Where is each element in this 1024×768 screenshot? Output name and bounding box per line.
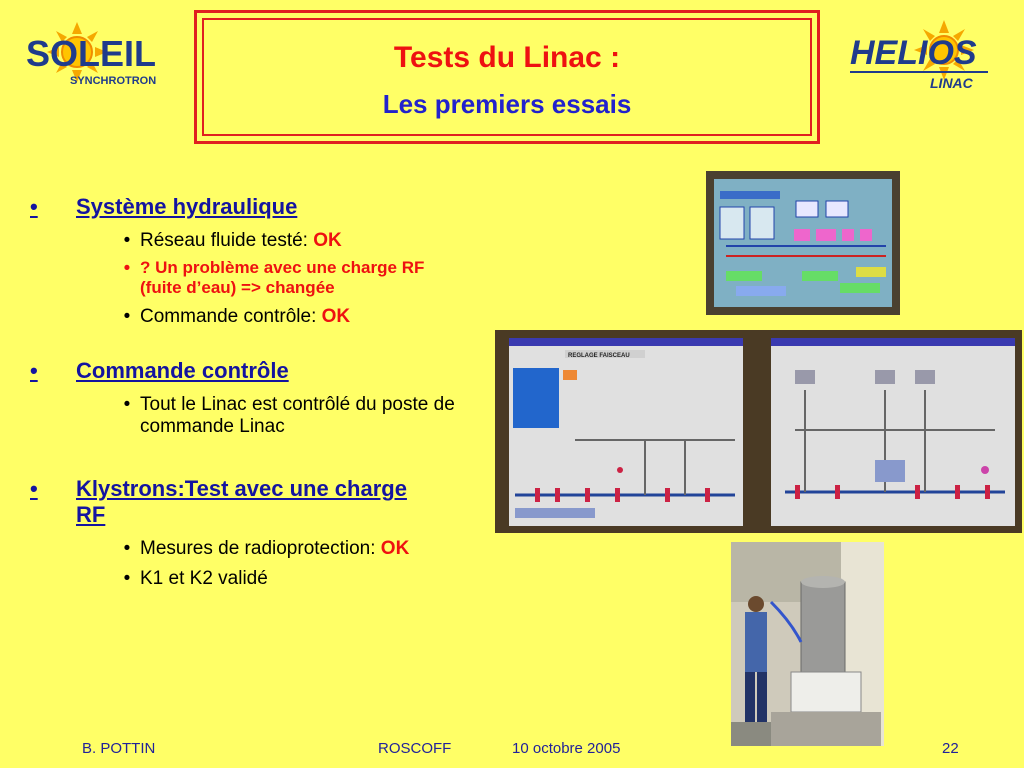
footer-date: 10 octobre 2005 [512,740,621,757]
svg-text:REGLAGE FAISCEAU: REGLAGE FAISCEAU [568,353,630,359]
soleil-synchrotron-logo [22,14,182,94]
section-heading-control: • Commande contrôle [30,358,289,383]
list-item-warning: • ? Un problème avec une charge RF (fuite d’eau) => changée [123,258,425,297]
list-item: • Mesures de radioprotection: OK [123,538,410,559]
hydraulic-synoptic-photo [706,171,900,315]
svg-text:HELIOS: HELIOS [850,34,977,72]
slide-title: Tests du Linac : [393,41,621,74]
status-ok: OK [321,306,351,327]
slide-content [30,194,500,590]
section-heading-klystrons: • Klystrons:Test avec une charge RF [30,476,407,527]
list-item: • Tout le Linac est contrôlé du poste de commande Linac [123,394,455,437]
klystron-room-photo [731,542,884,746]
slide-subtitle: Les premiers essais [382,89,632,119]
svg-text:SOLEIL: SOLEIL [26,33,157,74]
list-item: • Commande contrôle: OK [123,306,351,327]
helios-linac-logo [848,14,1000,94]
status-ok: OK [380,538,410,559]
control-screens-photo [495,330,1022,533]
section-heading-hydraulics: • Système hydraulique [30,194,298,219]
list-item: • K1 et K2 validé [123,568,268,589]
title-frame [194,10,820,144]
list-item: • Réseau fluide testé: OK [123,230,342,251]
status-ok: OK [313,230,342,251]
footer-author: B. POTTIN [82,740,156,757]
svg-text:LINAC: LINAC [930,75,973,91]
svg-text:SYNCHROTRON: SYNCHROTRON [70,75,157,87]
page-number: 22 [942,740,959,757]
footer-location: ROSCOFF [378,740,452,757]
